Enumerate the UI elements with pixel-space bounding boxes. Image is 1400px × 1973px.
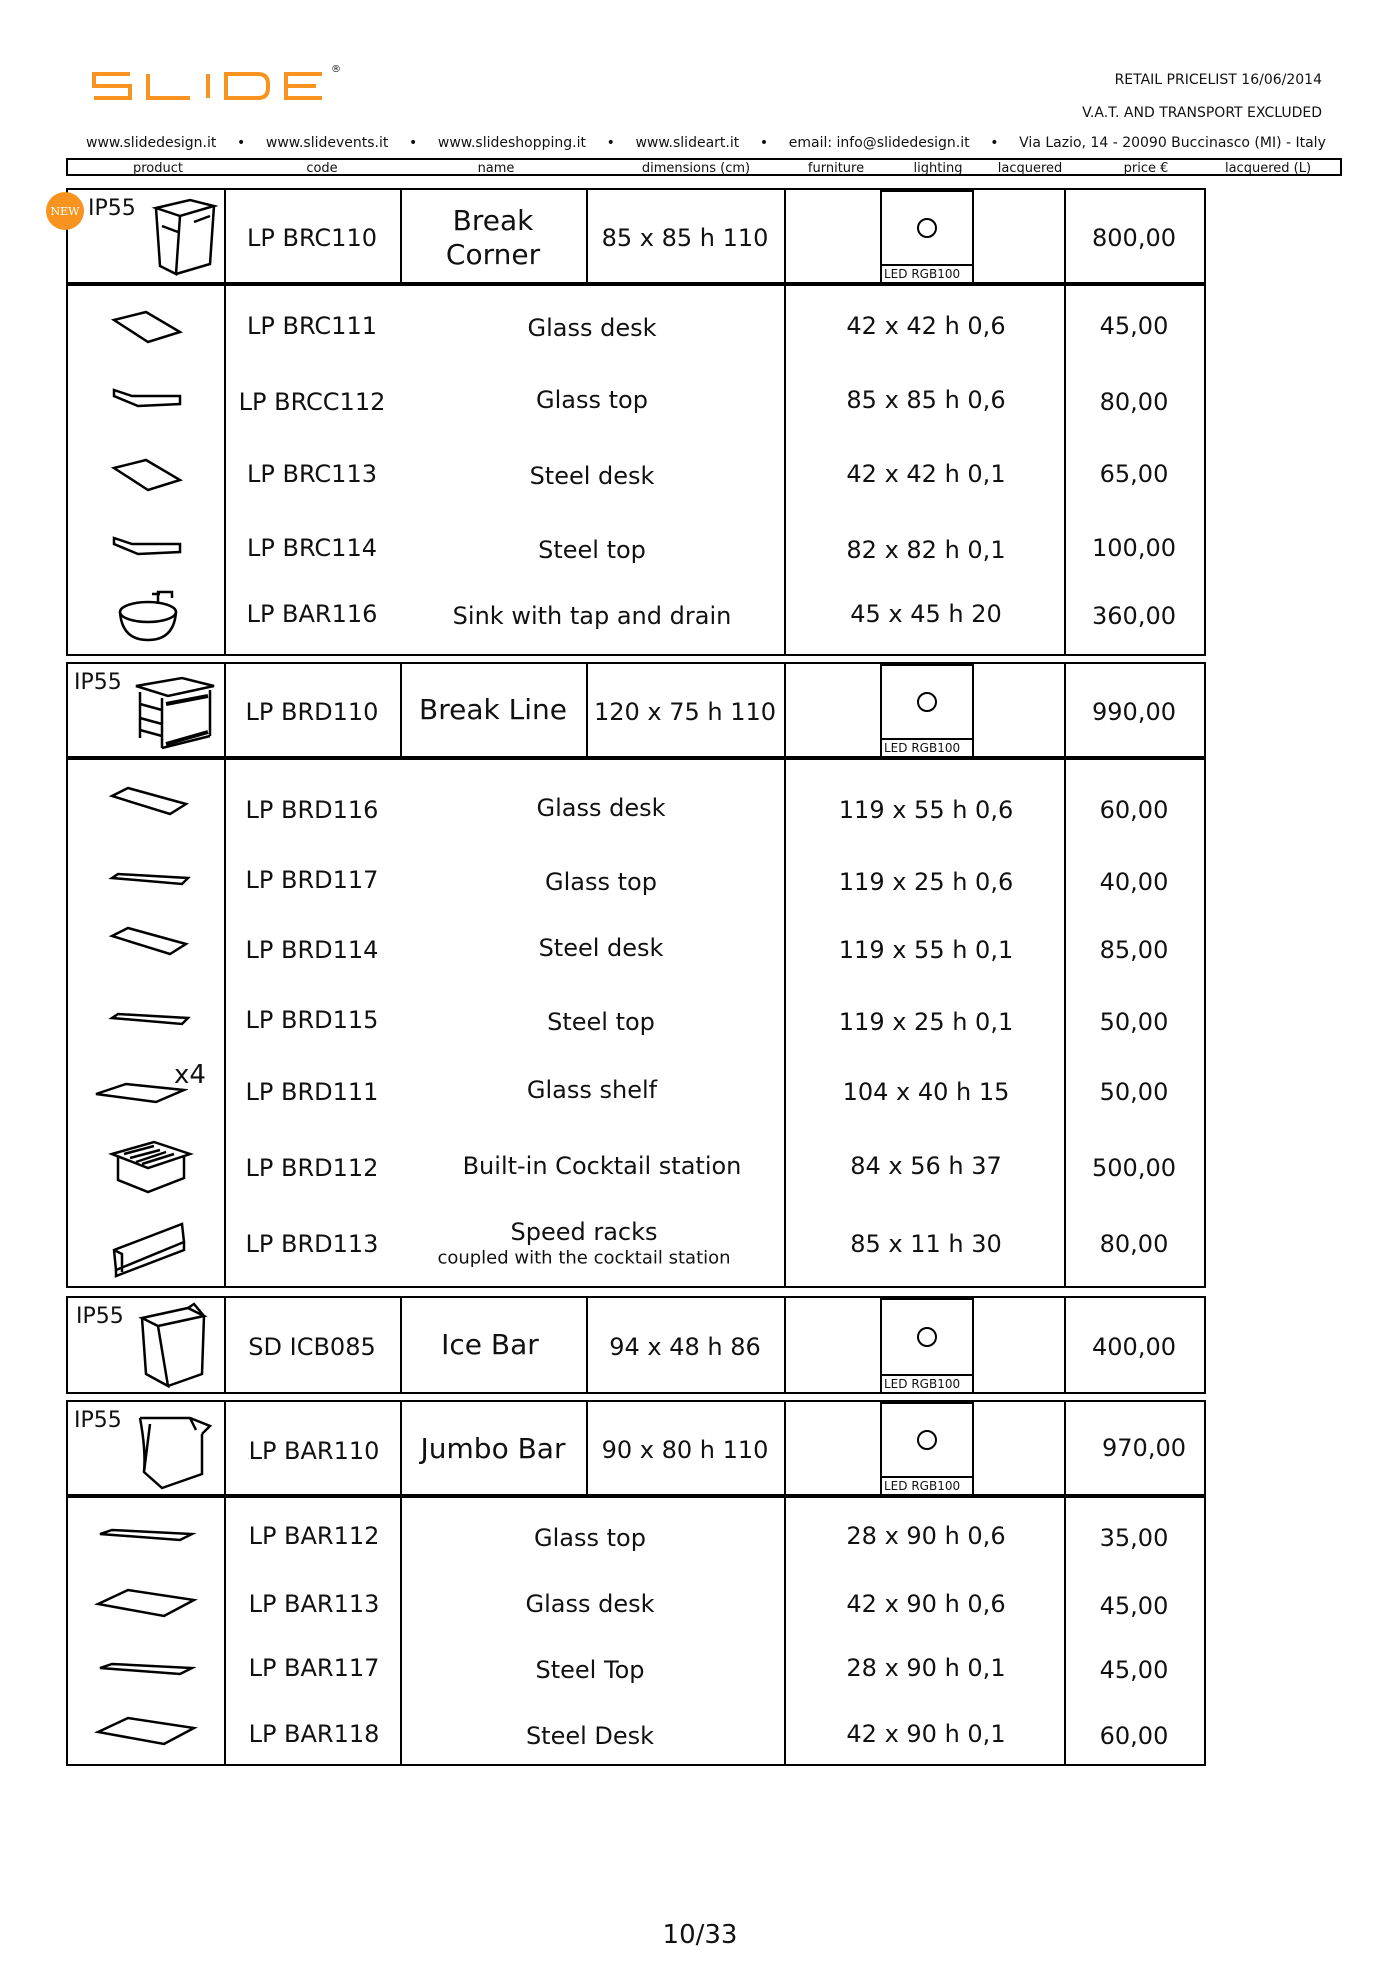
item-price: 45,00 [1099,1656,1169,1684]
lighting-cell [880,1402,974,1496]
product-code: LP BRD110 [245,698,379,726]
item-name: Steel top [547,1008,655,1036]
section-jumbo-bar [66,1400,1206,1496]
bullet: • [237,135,246,151]
col-lacquered-l: lacquered (L) [1224,161,1312,176]
item-name: Glass top [545,868,657,896]
link-slidedesign[interactable]: www.slidedesign.it [86,135,217,151]
link-slideshopping[interactable]: www.slideshopping.it [437,135,586,151]
item-code: LP BRC113 [247,460,377,488]
item-code: LP BRD117 [245,866,379,894]
item-price: 45,00 [1099,312,1169,340]
glass-top-icon [108,384,188,414]
bullet: • [606,135,615,151]
col-dimensions: dimensions (cm) [641,161,751,176]
glass-top-icon [96,1526,196,1546]
item-subtitle: coupled with the cocktail station [437,1247,731,1269]
steel-desk-icon [108,924,192,958]
jumbo-bar-icon [136,1410,216,1492]
product-price: 990,00 [1092,698,1176,726]
item-dimensions: 42 x 42 h 0,6 [846,312,1006,340]
item-price: 45,00 [1099,1592,1169,1620]
section-ice-bar [66,1296,1206,1394]
ip-rating: IP55 [74,1408,122,1433]
link-slidevents[interactable]: www.slidevents.it [265,135,389,151]
speed-rack-icon [108,1214,194,1278]
product-dimensions: 94 x 48 h 86 [609,1333,761,1361]
section-break-corner-accessories [66,284,1206,656]
item-name: Steel desk [538,934,664,962]
slide-logo [90,66,340,106]
lighting-circle-icon [917,1430,937,1450]
glass-top-icon [108,870,192,890]
product-price: 970,00 [1102,1434,1186,1462]
product-name: Jumbo Bar [420,1432,566,1465]
item-dimensions: 104 x 40 h 15 [842,1078,1010,1106]
col-furniture: furniture [807,161,865,176]
item-code: LP BRD116 [245,796,379,824]
led-label: LED RGB100 [882,1476,972,1494]
product-name: Ice Bar [441,1328,539,1361]
item-price: 360,00 [1092,602,1176,630]
item-price: 35,00 [1099,1524,1169,1552]
col-code: code [306,161,338,176]
item-code: LP BRD114 [245,936,379,964]
bullet: • [409,135,418,151]
product-code: SD ICB085 [248,1333,376,1361]
item-name: Steel Top [535,1656,645,1684]
header-links [86,135,1326,151]
ip-rating: IP55 [74,670,122,695]
item-price: 50,00 [1099,1008,1169,1036]
product-price: 800,00 [1092,224,1176,252]
section-jumbo-bar-accessories [66,1496,1206,1766]
item-code: LP BAR117 [248,1654,380,1682]
item-name: Steel Desk [525,1722,655,1750]
ice-bar-icon [138,1302,210,1390]
item-dimensions: 84 x 56 h 37 [850,1152,1002,1180]
product-code: LP BRC110 [247,224,377,252]
item-code: LP BAR112 [248,1522,380,1550]
product-price: 400,00 [1092,1333,1176,1361]
item-dimensions: 119 x 55 h 0,6 [838,796,1014,824]
item-name: Glass top [534,1524,646,1552]
vat-note: V.A.T. AND TRANSPORT EXCLUDED [1082,105,1322,121]
led-label: LED RGB100 [882,738,972,756]
section-break-line [66,662,1206,758]
product-code: LP BAR110 [248,1437,380,1465]
steel-top-icon [108,532,188,562]
glass-desk-icon [94,1586,198,1622]
lighting-cell [880,190,974,284]
glass-desk-icon [108,784,192,818]
item-price: 50,00 [1099,1078,1169,1106]
steel-top-icon [96,1660,196,1680]
item-name: Sink with tap and drain [452,602,732,630]
lighting-cell [880,1298,974,1394]
item-dimensions: 45 x 45 h 20 [850,600,1002,628]
col-lighting: lighting [913,161,963,176]
item-dimensions: 85 x 11 h 30 [850,1230,1002,1258]
lighting-circle-icon [917,692,937,712]
steel-desk-icon [94,1714,198,1750]
product-dimensions: 90 x 80 h 110 [601,1436,769,1464]
item-dimensions: 119 x 25 h 0,6 [838,868,1014,896]
product-dimensions: 120 x 75 h 110 [593,698,777,726]
glass-shelf-icon [92,1078,188,1108]
lighting-circle-icon [917,1327,937,1347]
steel-top-icon [108,1010,192,1030]
col-lacquered: lacquered [997,161,1063,176]
item-name: Glass desk [525,1590,655,1618]
item-price: 65,00 [1099,460,1169,488]
item-price: 80,00 [1099,388,1169,416]
item-name: Glass shelf [526,1076,658,1104]
link-email[interactable]: email: info@slidedesign.it [788,135,970,151]
col-name: name [477,161,515,176]
item-dimensions: 42 x 42 h 0,1 [846,460,1006,488]
section-break-line-accessories [66,758,1206,1288]
item-code: LP BAR118 [248,1720,380,1748]
col-price: price € [1123,161,1169,176]
lighting-circle-icon [917,218,937,238]
item-price: 40,00 [1099,868,1169,896]
item-dimensions: 42 x 90 h 0,6 [846,1590,1006,1618]
item-dimensions: 28 x 90 h 0,6 [846,1522,1006,1550]
item-code: LP BRD111 [245,1078,379,1106]
break-corner-icon [150,196,218,278]
bullet: • [759,135,769,151]
registered-mark: ® [331,64,341,75]
item-code: LP BRC111 [247,312,377,340]
item-code: LP BRCC112 [238,388,386,416]
item-price: 60,00 [1099,1722,1169,1750]
item-price: 500,00 [1092,1154,1176,1182]
bullet: • [990,135,999,151]
item-name: Glass desk [536,794,666,822]
item-code: LP BRD115 [245,1006,379,1034]
column-header-bar [66,158,1342,176]
quantity-label: x4 [174,1060,206,1090]
steel-desk-icon [108,454,188,494]
item-code: LP BRD112 [245,1154,379,1182]
section-break-corner [66,188,1206,284]
item-dimensions: 119 x 25 h 0,1 [838,1008,1014,1036]
break-line-icon [132,674,218,754]
item-name: Speed racks [510,1218,658,1246]
link-slideart[interactable]: www.slideart.it [635,135,740,151]
new-badge: NEW [46,192,84,230]
pricelist-title: RETAIL PRICELIST 16/06/2014 [1114,72,1322,88]
led-label: LED RGB100 [882,1374,972,1392]
cocktail-station-icon [108,1138,194,1196]
ip-rating: IP55 [76,1304,124,1329]
item-price: 60,00 [1099,796,1169,824]
item-code: LP BRC114 [247,534,377,562]
page-number: 10/33 [662,1920,738,1950]
item-dimensions: 85 x 85 h 0,6 [846,386,1006,414]
item-dimensions: 42 x 90 h 0,1 [846,1720,1006,1748]
product-name: Break Line [419,693,567,726]
item-name: Built-in Cocktail station [462,1152,742,1180]
item-code: LP BRD113 [245,1230,379,1258]
ip-rating: IP55 [88,196,136,221]
item-dimensions: 82 x 82 h 0,1 [846,536,1006,564]
item-dimensions: 119 x 55 h 0,1 [838,936,1014,964]
item-name: Glass top [536,386,648,414]
product-dimensions: 85 x 85 h 110 [601,224,769,252]
address: Via Lazio, 14 - 20090 Buccinasco (MI) - Italy [1019,135,1326,151]
item-code: LP BAR116 [246,600,378,628]
item-price: 85,00 [1099,936,1169,964]
item-name: Steel desk [529,462,655,490]
item-dimensions: 28 x 90 h 0,1 [846,1654,1006,1682]
item-price: 80,00 [1099,1230,1169,1258]
item-name: Glass desk [527,314,657,342]
item-price: 100,00 [1092,534,1176,562]
product-name: Break Corner [445,204,541,271]
col-product: product [132,161,184,176]
glass-desk-icon [108,306,188,346]
item-name: Steel top [538,536,646,564]
lighting-cell [880,664,974,758]
led-label: LED RGB100 [882,264,972,282]
sink-icon [112,588,192,644]
item-code: LP BAR113 [248,1590,380,1618]
